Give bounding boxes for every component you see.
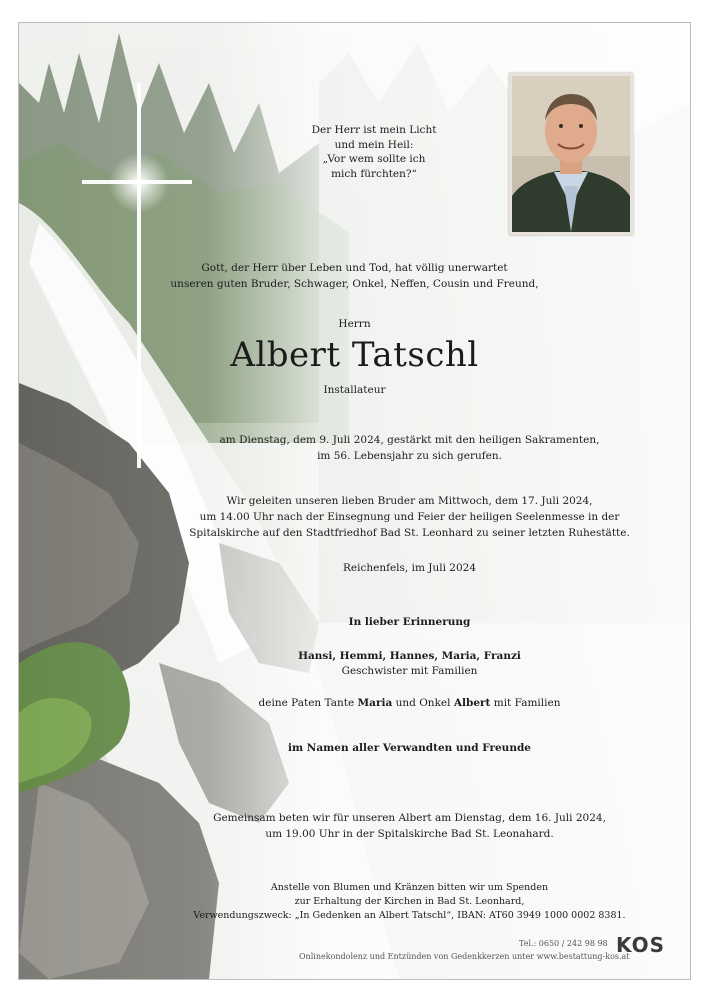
funeral-line: Wir geleiten unseren lieben Bruder am Mittwoch, dem 17. Juli 2024, [226, 495, 593, 507]
psalm-line: mich fürchten?“ [331, 167, 417, 180]
kos-logo: KOS [616, 933, 666, 957]
psalm-line: Der Herr ist mein Licht [311, 124, 437, 136]
godparents-text: und Onkel [392, 697, 454, 709]
godparents-line [74, 696, 691, 711]
funeral-line: Spitalskirche auf den Stadtfriedhof Bad St. Leonhard zu seiner letzten Ruhestätte. [189, 527, 630, 539]
portrait-image [512, 76, 630, 232]
salutation: Herrn [338, 318, 371, 330]
psalm-quote [259, 123, 489, 181]
siblings-names: Hansi, Hemmi, Hannes, Maria, Franzi [298, 650, 521, 662]
donation-line: Anstelle von Blumen und Kränzen bitten wir um Spenden [270, 882, 549, 893]
occupation: Installateur [323, 384, 386, 396]
death-line: am Dienstag, dem 9. Juli 2024, gestärkt mit den heiligen Sakramenten, [219, 434, 600, 446]
godparents-text: deine Paten Tante [258, 697, 358, 709]
siblings-note: Geschwister mit Familien [341, 665, 478, 677]
phone-number: Tel.: 0650 / 242 98 98 [519, 939, 608, 948]
godparent-name: Albert [453, 697, 491, 709]
psalm-line: „Vor wem sollte ich [322, 153, 426, 165]
online-condolence-link[interactable]: Onlinekondolenz und Entzünden von Gedenkkerzen unter www.bestattung-kos.at [299, 952, 630, 961]
remembrance-heading: In lieber Erinnerung [348, 616, 471, 628]
psalm-line: und mein Heil: [334, 138, 414, 151]
godparents-text: mit Familien [490, 697, 561, 709]
intro-line: unseren guten Bruder, Schwager, Onkel, Neffen, Cousin und Freund, [170, 278, 539, 290]
place-date: Reichenfels, im Juli 2024 [342, 562, 477, 574]
donation-line: Verwendungszweck: „In Gedenken an Albert Tatschl“, IBAN: AT60 3949 1000 0002 8381. [193, 910, 626, 921]
portrait-photo [509, 73, 633, 235]
prayer-line: Gemeinsam beten wir für unseren Albert am Dienstag, dem 16. Juli 2024, [213, 812, 606, 824]
death-line: im 56. Lebensjahr zu sich gerufen. [317, 450, 502, 462]
funeral-line: um 14.00 Uhr nach der Einsegnung und Feier der heiligen Seelenmesse in der [199, 511, 620, 523]
prayer-line: um 19.00 Uhr in der Spitalskirche Bad St. Leonahard. [265, 828, 554, 840]
intro-line: Gott, der Herr über Leben und Tod, hat völlig unerwartet [201, 262, 508, 274]
obituary-card [18, 22, 691, 980]
godparent-name: Maria [357, 697, 393, 709]
donation-line: zur Erhaltung der Kirchen in Bad St. Leonhard, [294, 896, 525, 907]
deceased-name: Albert Tatschl [230, 335, 479, 375]
relatives-line: im Namen aller Verwandten und Freunde [288, 742, 531, 754]
